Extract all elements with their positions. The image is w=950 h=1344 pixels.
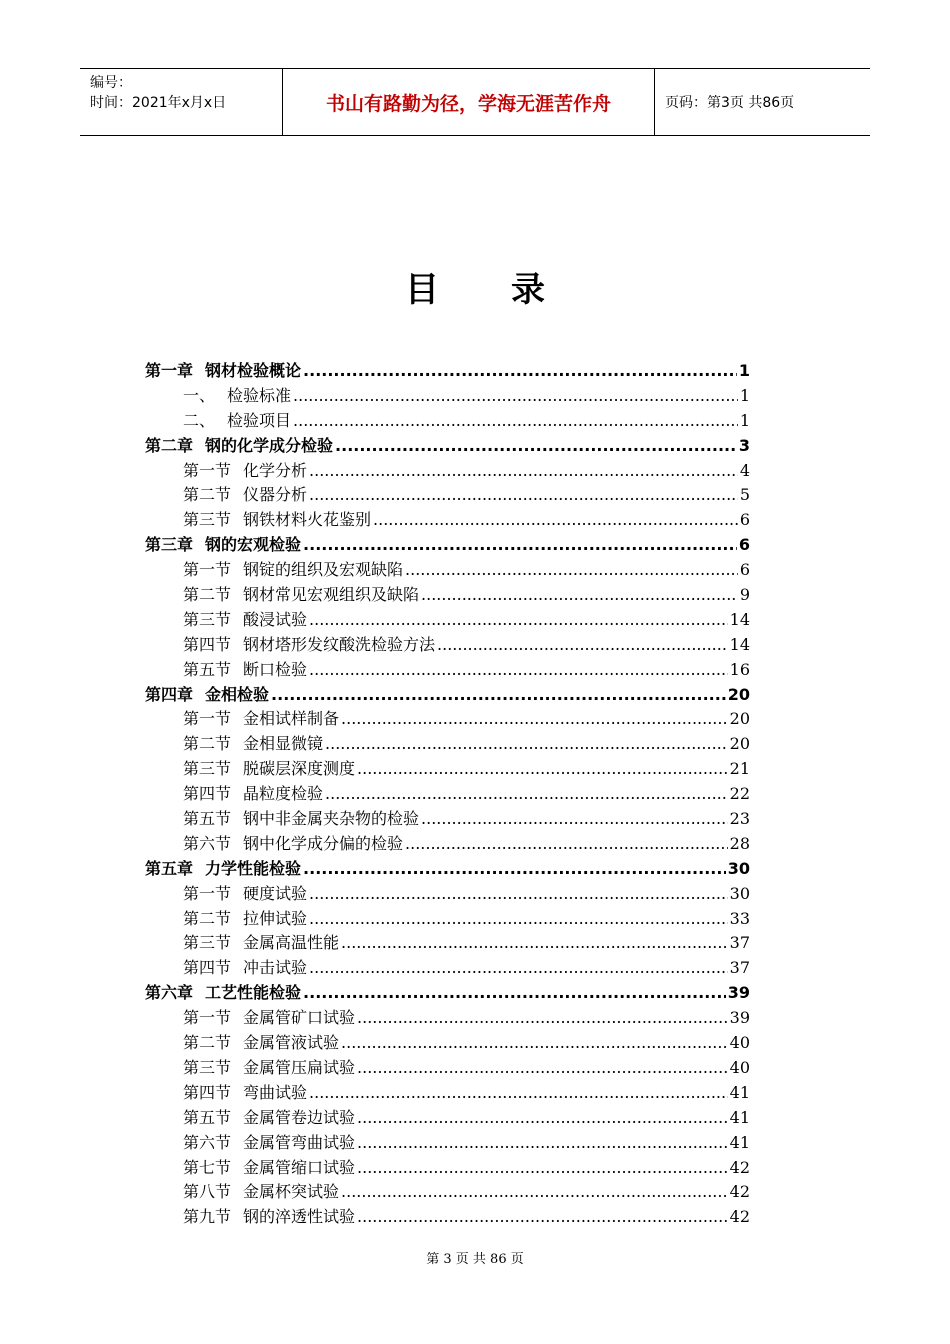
toc-section-row[interactable] bbox=[145, 482, 750, 507]
toc-entry-number: 第三节 bbox=[183, 510, 232, 530]
toc-section-row[interactable] bbox=[145, 657, 750, 682]
toc-entry-text: 金属管缩口试验 bbox=[243, 1157, 356, 1177]
toc-leader-dots bbox=[357, 1207, 728, 1226]
toc-entry-number: 第三章 bbox=[145, 535, 194, 555]
toc-entry-label bbox=[183, 1155, 355, 1178]
toc-leader-dots bbox=[357, 1008, 728, 1027]
toc-entry-label bbox=[183, 906, 307, 929]
toc-leader-dots bbox=[303, 535, 737, 554]
toc-page-number: 23 bbox=[729, 809, 750, 829]
toc-entry-text: 仪器分析 bbox=[243, 485, 308, 505]
toc-leader-dots bbox=[341, 1182, 728, 1201]
toc-section-row[interactable] bbox=[145, 507, 750, 532]
toc-leader-dots bbox=[271, 685, 726, 704]
toc-leader-dots bbox=[335, 436, 737, 455]
toc-section-row[interactable] bbox=[145, 930, 750, 955]
toc-entry-number: 第三节 bbox=[183, 1057, 232, 1077]
toc-entry-number: 第九节 bbox=[183, 1207, 232, 1227]
header-meta bbox=[80, 69, 282, 135]
toc-entry-number: 第三节 bbox=[183, 933, 232, 953]
toc-page-number: 42 bbox=[729, 1157, 750, 1177]
toc-leader-dots bbox=[421, 585, 738, 604]
toc-page-number: 22 bbox=[729, 784, 750, 804]
toc-chapter-row[interactable] bbox=[145, 856, 750, 881]
toc-entry-label bbox=[183, 781, 323, 804]
toc-entry-label bbox=[145, 532, 301, 555]
table-of-contents bbox=[145, 358, 750, 1229]
toc-entry-label bbox=[183, 1130, 355, 1153]
toc-leader-dots bbox=[341, 709, 728, 728]
toc-entry-label bbox=[145, 980, 301, 1003]
toc-page-number: 1 bbox=[739, 385, 750, 405]
toc-leader-dots bbox=[357, 1133, 728, 1152]
toc-entry-label bbox=[183, 930, 339, 953]
toc-section-row[interactable] bbox=[145, 582, 750, 607]
toc-leader-dots bbox=[373, 510, 738, 529]
toc-section-row[interactable] bbox=[145, 806, 750, 831]
toc-entry-text: 钢材常见宏观组织及缺陷 bbox=[243, 585, 420, 605]
toc-section-row[interactable] bbox=[145, 557, 750, 582]
toc-entry-text: 弯曲试验 bbox=[243, 1082, 308, 1102]
header-motto: 书山有路勤为径，学海无涯苦作舟 bbox=[282, 69, 655, 135]
toc-entry-number: 第二章 bbox=[145, 435, 194, 455]
toc-entry-label bbox=[183, 607, 307, 630]
toc-entry-number: 第三节 bbox=[183, 609, 232, 629]
toc-entry-number: 第四节 bbox=[183, 1082, 232, 1102]
toc-page-number: 1 bbox=[739, 410, 750, 430]
toc-section-row[interactable] bbox=[145, 458, 750, 483]
toc-entry-label bbox=[145, 856, 301, 879]
toc-chapter-row[interactable] bbox=[145, 358, 750, 383]
toc-leader-dots bbox=[309, 610, 728, 629]
toc-entry-label bbox=[183, 1105, 355, 1128]
toc-entry-text: 冲击试验 bbox=[243, 958, 308, 978]
toc-entry-text: 钢铁材料火花鉴别 bbox=[243, 510, 372, 530]
toc-entry-number: 第四节 bbox=[183, 784, 232, 804]
toc-entry-number: 第六节 bbox=[183, 1132, 232, 1152]
toc-entry-text: 金属管矿口试验 bbox=[243, 1008, 356, 1028]
toc-leader-dots bbox=[309, 660, 728, 679]
toc-chapter-row[interactable] bbox=[145, 532, 750, 557]
toc-section-row[interactable] bbox=[145, 1179, 750, 1204]
toc-leader-dots bbox=[357, 759, 728, 778]
toc-entry-text: 力学性能检验 bbox=[205, 858, 302, 878]
toc-entry-number: 第五节 bbox=[183, 809, 232, 829]
toc-section-row[interactable] bbox=[145, 607, 750, 632]
toc-leader-dots bbox=[405, 560, 738, 579]
toc-entry-label bbox=[145, 358, 301, 381]
toc-entry-number: 第四节 bbox=[183, 634, 232, 654]
toc-entry-number: 第三节 bbox=[183, 759, 232, 779]
toc-entry-text: 钢中非金属夹杂物的检验 bbox=[243, 809, 420, 829]
toc-page-number: 37 bbox=[729, 933, 750, 953]
title-char-2: 录 bbox=[511, 270, 545, 310]
toc-page-number: 42 bbox=[729, 1207, 750, 1227]
toc-leader-dots bbox=[437, 635, 728, 654]
toc-entry-label bbox=[183, 1055, 355, 1078]
toc-entry-text: 金相试样制备 bbox=[243, 709, 340, 729]
toc-section-row[interactable] bbox=[145, 383, 750, 408]
toc-page-number: 14 bbox=[729, 634, 750, 654]
toc-section-row[interactable] bbox=[145, 408, 750, 433]
toc-leader-dots bbox=[309, 461, 738, 480]
toc-leader-dots bbox=[341, 933, 728, 952]
toc-leader-dots bbox=[303, 361, 737, 380]
toc-leader-dots bbox=[303, 983, 726, 1002]
toc-leader-dots bbox=[293, 386, 738, 405]
toc-page-number: 20 bbox=[729, 734, 750, 754]
toc-section-row[interactable] bbox=[145, 731, 750, 756]
page-title bbox=[0, 262, 950, 311]
toc-entry-number: 第四节 bbox=[183, 958, 232, 978]
toc-page-number: 39 bbox=[729, 1008, 750, 1028]
toc-entry-text: 检验项目 bbox=[227, 410, 292, 430]
toc-entry-number: 第二节 bbox=[183, 1033, 232, 1053]
toc-entry-text: 金属杯突试验 bbox=[243, 1182, 340, 1202]
toc-page-number: 6 bbox=[739, 560, 750, 580]
toc-entry-label bbox=[183, 1204, 355, 1227]
toc-entry-text: 拉伸试验 bbox=[243, 908, 308, 928]
toc-entry-label bbox=[183, 383, 291, 406]
toc-leader-dots bbox=[405, 834, 728, 853]
toc-entry-text: 钢材塔形发纹酸洗检验方法 bbox=[243, 634, 436, 654]
toc-chapter-row[interactable] bbox=[145, 682, 750, 707]
toc-entry-text: 钢锭的组织及宏观缺陷 bbox=[243, 560, 404, 580]
toc-entry-number: 第一节 bbox=[183, 560, 232, 580]
toc-page-number: 40 bbox=[729, 1057, 750, 1077]
toc-entry-number: 第六章 bbox=[145, 983, 194, 1003]
toc-entry-text: 钢的化学成分检验 bbox=[205, 435, 334, 455]
toc-page-number: 21 bbox=[729, 759, 750, 779]
toc-entry-number: 第八节 bbox=[183, 1182, 232, 1202]
toc-entry-text: 检验标准 bbox=[227, 385, 292, 405]
toc-entry-number: 第五节 bbox=[183, 659, 232, 679]
toc-section-row[interactable] bbox=[145, 955, 750, 980]
toc-section-row[interactable] bbox=[145, 906, 750, 931]
toc-page-number: 20 bbox=[729, 709, 750, 729]
toc-section-row[interactable] bbox=[145, 706, 750, 731]
toc-leader-dots bbox=[309, 884, 728, 903]
toc-entry-number: 一、 bbox=[183, 385, 216, 405]
toc-entry-number: 第四章 bbox=[145, 684, 194, 704]
toc-entry-label bbox=[183, 806, 419, 829]
toc-entry-number: 第一章 bbox=[145, 361, 194, 380]
toc-entry-text: 工艺性能检验 bbox=[205, 983, 302, 1003]
toc-entry-label bbox=[183, 408, 291, 431]
toc-page-number: 42 bbox=[729, 1182, 750, 1202]
toc-entry-label bbox=[183, 507, 371, 530]
toc-page-number: 30 bbox=[727, 858, 750, 878]
toc-entry-text: 金相检验 bbox=[205, 684, 270, 704]
toc-entry-number: 二、 bbox=[183, 410, 216, 430]
toc-page-number: 33 bbox=[729, 908, 750, 928]
toc-section-row[interactable] bbox=[145, 1130, 750, 1155]
toc-entry-text: 金属管液试验 bbox=[243, 1033, 340, 1053]
toc-entry-number: 第一节 bbox=[183, 1008, 232, 1028]
toc-section-row[interactable] bbox=[145, 781, 750, 806]
toc-section-row[interactable] bbox=[145, 1080, 750, 1105]
toc-page-number: 6 bbox=[738, 535, 750, 555]
toc-entry-text: 脱碳层深度测度 bbox=[243, 759, 356, 779]
header-page-label: 页码：第3页 共86页 bbox=[665, 95, 795, 111]
toc-leader-dots bbox=[357, 1108, 728, 1127]
toc-page-number: 1 bbox=[738, 361, 750, 380]
toc-leader-dots bbox=[309, 958, 728, 977]
toc-entry-text: 硬度试验 bbox=[243, 883, 308, 903]
toc-entry-label bbox=[183, 557, 403, 580]
toc-section-row[interactable] bbox=[145, 756, 750, 781]
toc-chapter-row[interactable] bbox=[145, 980, 750, 1005]
toc-entry-number: 第五节 bbox=[183, 1107, 232, 1127]
toc-entry-number: 第二节 bbox=[183, 585, 232, 605]
toc-page-number: 28 bbox=[729, 833, 750, 853]
toc-entry-text: 金属管压扁试验 bbox=[243, 1057, 356, 1077]
toc-entry-text: 钢的宏观检验 bbox=[205, 535, 302, 555]
toc-section-row[interactable] bbox=[145, 1005, 750, 1030]
toc-page-number: 14 bbox=[729, 609, 750, 629]
toc-page-number: 30 bbox=[729, 883, 750, 903]
toc-leader-dots bbox=[357, 1058, 728, 1077]
toc-page-number: 20 bbox=[727, 684, 750, 704]
toc-page-number: 5 bbox=[739, 485, 750, 505]
toc-leader-dots bbox=[341, 1033, 728, 1052]
toc-section-row[interactable] bbox=[145, 1155, 750, 1180]
toc-section-row[interactable] bbox=[145, 881, 750, 906]
toc-page-number: 41 bbox=[729, 1107, 750, 1127]
toc-entry-text: 金属管卷边试验 bbox=[243, 1107, 356, 1127]
toc-page-number: 39 bbox=[727, 983, 750, 1003]
time-label: 时间：2021年x月x日 bbox=[90, 95, 227, 111]
toc-entry-label bbox=[183, 731, 323, 754]
toc-entry-text: 金属高温性能 bbox=[243, 933, 340, 953]
toc-entry-text: 钢中化学成分偏的检验 bbox=[243, 833, 404, 853]
toc-entry-text: 钢的淬透性试验 bbox=[243, 1207, 356, 1227]
toc-page-number: 3 bbox=[738, 435, 750, 455]
toc-entry-label bbox=[183, 1030, 339, 1053]
toc-entry-label bbox=[183, 1080, 307, 1103]
toc-entry-text: 化学分析 bbox=[243, 460, 308, 480]
toc-entry-number: 第五章 bbox=[145, 858, 194, 878]
toc-entry-label bbox=[183, 831, 403, 854]
toc-entry-label bbox=[183, 955, 307, 978]
toc-section-row[interactable] bbox=[145, 831, 750, 856]
toc-leader-dots bbox=[357, 1158, 728, 1177]
title-char-1: 目 bbox=[405, 270, 439, 310]
toc-leader-dots bbox=[325, 784, 728, 803]
toc-entry-number: 第二节 bbox=[183, 734, 232, 754]
toc-section-row[interactable] bbox=[145, 632, 750, 657]
toc-page-number: 6 bbox=[739, 510, 750, 530]
toc-entry-label bbox=[183, 582, 419, 605]
toc-page-number: 37 bbox=[729, 958, 750, 978]
toc-entry-label bbox=[183, 482, 307, 505]
toc-entry-text: 酸浸试验 bbox=[243, 609, 308, 629]
toc-leader-dots bbox=[303, 859, 726, 878]
toc-entry-label bbox=[145, 682, 269, 705]
toc-leader-dots bbox=[293, 411, 738, 430]
toc-entry-text: 金属管弯曲试验 bbox=[243, 1132, 356, 1152]
toc-section-row[interactable] bbox=[145, 1030, 750, 1055]
toc-entry-number: 第七节 bbox=[183, 1157, 232, 1177]
toc-entry-text: 钢材检验概论 bbox=[205, 361, 302, 380]
toc-entry-label bbox=[183, 706, 339, 729]
toc-entry-number: 第二节 bbox=[183, 908, 232, 928]
toc-entry-number: 第一节 bbox=[183, 709, 232, 729]
toc-page-number: 9 bbox=[739, 585, 750, 605]
toc-entry-text: 金相显微镜 bbox=[243, 734, 324, 754]
toc-entry-label bbox=[183, 458, 307, 481]
toc-leader-dots bbox=[309, 485, 738, 504]
toc-section-row[interactable] bbox=[145, 1204, 750, 1229]
toc-entry-number: 第一节 bbox=[183, 460, 232, 480]
toc-entry-label bbox=[183, 632, 435, 655]
toc-page-number: 41 bbox=[729, 1082, 750, 1102]
toc-page-number: 4 bbox=[739, 460, 750, 480]
toc-leader-dots bbox=[309, 1083, 728, 1102]
toc-entry-label bbox=[183, 881, 307, 904]
toc-leader-dots bbox=[309, 909, 728, 928]
toc-page-number: 41 bbox=[729, 1132, 750, 1152]
toc-chapter-row[interactable] bbox=[145, 433, 750, 458]
toc-leader-dots bbox=[325, 734, 728, 753]
toc-entry-number: 第六节 bbox=[183, 833, 232, 853]
toc-leader-dots bbox=[421, 809, 728, 828]
toc-entry-label bbox=[145, 433, 333, 456]
toc-section-row[interactable] bbox=[145, 1055, 750, 1080]
toc-entry-label bbox=[183, 756, 355, 779]
toc-entry-number: 第一节 bbox=[183, 883, 232, 903]
toc-entry-label bbox=[183, 1005, 355, 1028]
page-header bbox=[80, 68, 870, 136]
toc-entry-label bbox=[183, 657, 307, 680]
toc-entry-text: 晶粒度检验 bbox=[243, 784, 324, 804]
number-label: 编号： bbox=[90, 75, 132, 91]
toc-entry-label bbox=[183, 1179, 339, 1202]
toc-section-row[interactable] bbox=[145, 1105, 750, 1130]
toc-page-number: 16 bbox=[729, 659, 750, 679]
page-footer: 第 3 页 共 86 页 bbox=[426, 1252, 524, 1267]
toc-entry-number: 第二节 bbox=[183, 485, 232, 505]
toc-entry-text: 断口检验 bbox=[243, 659, 308, 679]
toc-page-number: 40 bbox=[729, 1033, 750, 1053]
